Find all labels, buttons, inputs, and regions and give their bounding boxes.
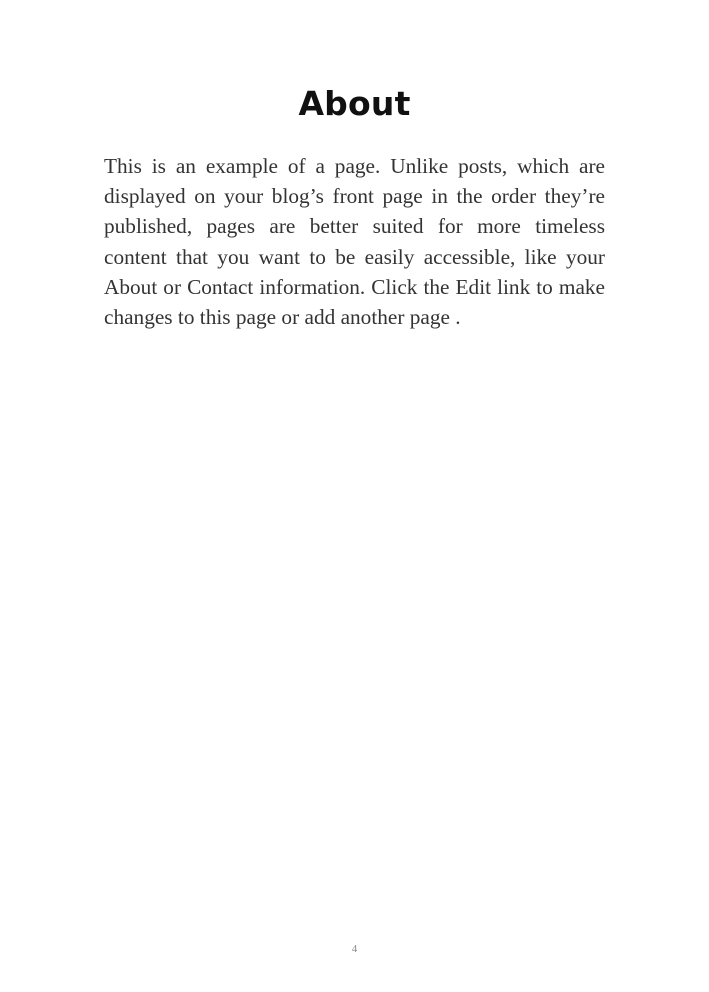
page-number: 4 xyxy=(351,943,358,955)
body-paragraph: This is an example of a page. Unlike posts, which are displayed on your blog’s front page in the order they’re published, pages are better suited for more timeless content that you want to be easily accessible, like your About or Contact information. Click the Edit link to make changes to this page or add another page . xyxy=(104,154,605,330)
page-title: About xyxy=(298,84,411,123)
